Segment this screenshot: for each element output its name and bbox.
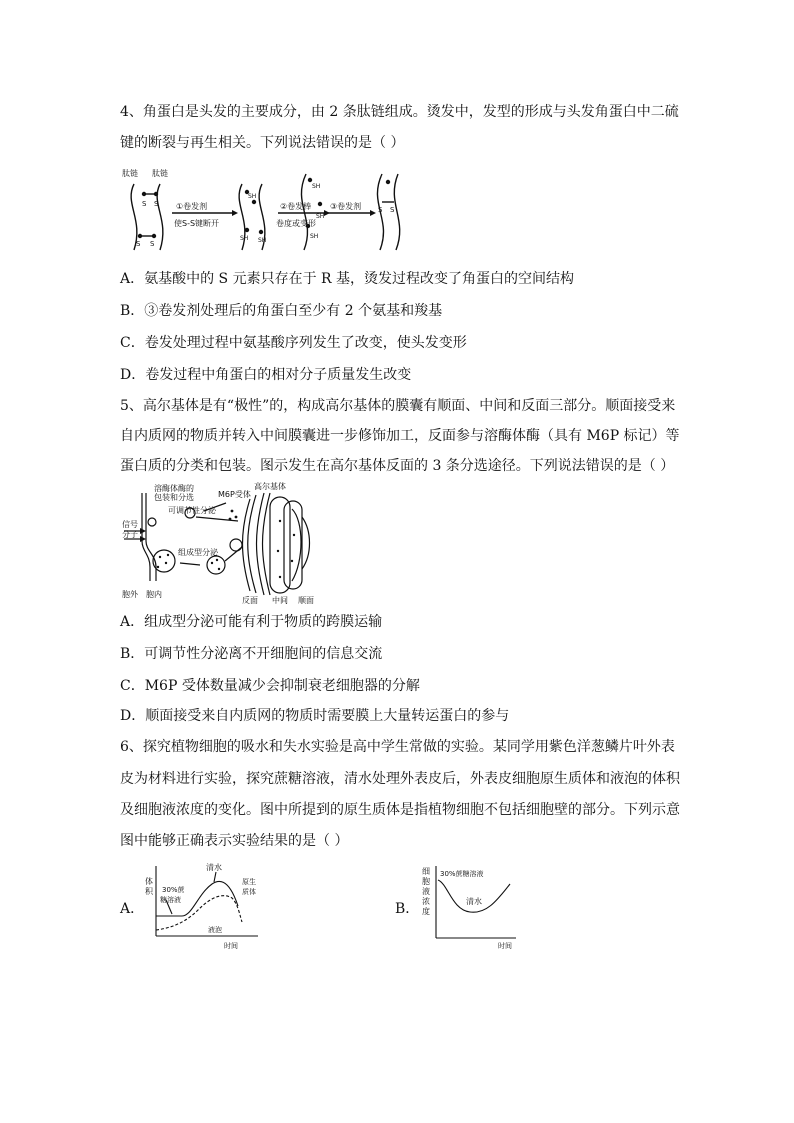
q4-s-label: S bbox=[150, 240, 155, 248]
q6b-ylabel: 液 bbox=[422, 887, 430, 896]
q4-disulfide-figure bbox=[120, 164, 410, 254]
q4-s-label: S bbox=[154, 200, 159, 208]
q6-option-b-graph bbox=[418, 862, 526, 950]
q5-inside-label: 胞内 bbox=[146, 590, 162, 599]
q4-option-b: B．③卷发剂处理后的角蛋白至少有 2 个氨基和羧基 bbox=[120, 303, 443, 319]
q5-cis-label: 顺面 bbox=[298, 596, 314, 605]
q4-step3: ③卷发剂 bbox=[330, 202, 362, 211]
q6-stem-line2: 皮为材料进行实验，探究蔗糖溶液，清水处理外表皮后，外表皮细胞原生质体和液泡的体积 bbox=[120, 771, 680, 787]
q5-stem-line3: 蛋白质的分类和包装。图示发生在高尔基体反面的 3 条分选途径。下列说法错误的是（ ） bbox=[120, 458, 675, 474]
q5-trans-label: 反面 bbox=[242, 596, 258, 605]
q6b-xlabel: 时间 bbox=[498, 942, 512, 950]
q6b-sucrose: 30%蔗糖溶液 bbox=[440, 870, 484, 878]
q5-signal-label2: 分子 bbox=[122, 530, 138, 539]
q6-option-a-graph bbox=[142, 860, 272, 952]
q4-step1: ①卷发剂 bbox=[176, 202, 208, 211]
q5-stem-line2: 自内质网的物质并转入中间膜囊进一步修饰加工，反面参与溶酶体酶（具有 M6P 标记）等 bbox=[120, 428, 680, 444]
q5-constitutive-label: 组成型分泌 bbox=[178, 548, 218, 557]
q4-sh-label: SH bbox=[240, 235, 249, 242]
q5-option-d: D．顺面接受来自内质网的物质时需要膜上大量转运蛋白的参与 bbox=[120, 708, 510, 724]
q6b-water: 清水 bbox=[466, 897, 482, 906]
q6a-proto2: 质体 bbox=[242, 888, 256, 896]
q5-golgi-figure bbox=[120, 481, 330, 605]
q5-m6p-label: M6P受体 bbox=[218, 490, 251, 499]
q6a-vacuole: 液泡 bbox=[208, 926, 222, 934]
q5-option-b: B．可调节性分泌离不开细胞间的信息交流 bbox=[120, 646, 383, 662]
q6b-ylabel: 度 bbox=[422, 907, 430, 916]
q4-s-label: S bbox=[378, 206, 383, 214]
q6b-ylabel: 浓 bbox=[422, 897, 430, 906]
q6-stem-line3: 及细胞液浓度的变化。图中所提到的原生质体是指植物细胞不包括细胞壁的部分。下列示意 bbox=[120, 802, 680, 818]
q6a-water: 清水 bbox=[206, 863, 222, 872]
q5-golgi-label: 高尔基体 bbox=[254, 482, 286, 491]
q4-sh-label: SH bbox=[312, 183, 321, 190]
q4-stem-line1: 4、角蛋白是头发的主要成分，由 2 条肽链组成。烫发中，发型的形成与头发角蛋白中二硫 bbox=[120, 104, 679, 120]
q5-lysosome-label2: 包装和分选 bbox=[154, 493, 194, 502]
q5-medial-label: 中间 bbox=[272, 596, 288, 605]
q4-s-label: S bbox=[390, 206, 395, 214]
q5-regulated-label: 可调节性分泌 bbox=[168, 506, 216, 515]
q6a-ylabel1: 体 bbox=[145, 877, 153, 886]
q6b-ylabel: 胞 bbox=[422, 877, 430, 886]
q5-option-a: A．组成型分泌可能有利于物质的跨膜运输 bbox=[120, 614, 383, 630]
q6a-sucrose1: 30%蔗 bbox=[162, 886, 185, 894]
q4-sh-label: SH bbox=[310, 233, 319, 240]
q6-stem-line4: 图中能够正确表示实验结果的是（ ） bbox=[120, 833, 349, 849]
q6-option-a-letter: A． bbox=[120, 901, 145, 917]
q6a-xlabel: 时间 bbox=[224, 942, 238, 950]
q5-option-c: C．M6P 受体数量减少会抑制衰老细胞器的分解 bbox=[120, 678, 420, 694]
q6b-ylabel: 细 bbox=[422, 867, 430, 876]
q6a-proto1: 原生 bbox=[242, 878, 256, 886]
q4-s-label: S bbox=[136, 240, 141, 248]
q5-signal-label1: 信号 bbox=[122, 520, 138, 529]
q4-step2: ②卷发棒 bbox=[280, 202, 312, 211]
q6-stem-line1: 6、探究植物细胞的吸水和失水实验是高中学生常做的实验。某同学用紫色洋葱鳞片叶外表 bbox=[120, 739, 675, 755]
q4-s-label: S bbox=[142, 200, 147, 208]
q5-lysosome-label1: 溶酶体酶的 bbox=[154, 484, 194, 493]
q4-stem-line2: 键的断裂与再生相关。下列说法错误的是（ ） bbox=[120, 135, 405, 151]
q4-option-c: C．卷发处理过程中氨基酸序列发生了改变，使头发变形 bbox=[120, 335, 467, 351]
q4-label-peptide1: 肽链 bbox=[122, 169, 138, 178]
q4-step1-sub: 使S-S键断开 bbox=[174, 219, 220, 228]
q6-option-b-letter: B． bbox=[395, 901, 420, 917]
q5-stem-line1: 5、高尔基体是有“极性”的，构成高尔基体的膜囊有顺面、中间和反面三部分。顺面接受来 bbox=[120, 398, 676, 414]
q4-step2-sub: 卷度或变形 bbox=[276, 219, 316, 228]
q4-label-peptide2: 肽链 bbox=[152, 169, 168, 178]
q4-sh-label: SH bbox=[248, 193, 257, 200]
q6a-sucrose2: 糖溶液 bbox=[160, 896, 181, 904]
q4-option-a: A．氨基酸中的 S 元素只存在于 R 基，烫发过程改变了角蛋白的空间结构 bbox=[120, 271, 575, 287]
q5-outside-label: 胞外 bbox=[122, 590, 138, 599]
q4-sh-label: SH bbox=[316, 213, 325, 220]
q6a-ylabel2: 积 bbox=[145, 887, 153, 896]
q4-sh-label: SH bbox=[258, 237, 267, 244]
q4-option-d: D．卷发过程中角蛋白的相对分子质量发生改变 bbox=[120, 367, 412, 383]
